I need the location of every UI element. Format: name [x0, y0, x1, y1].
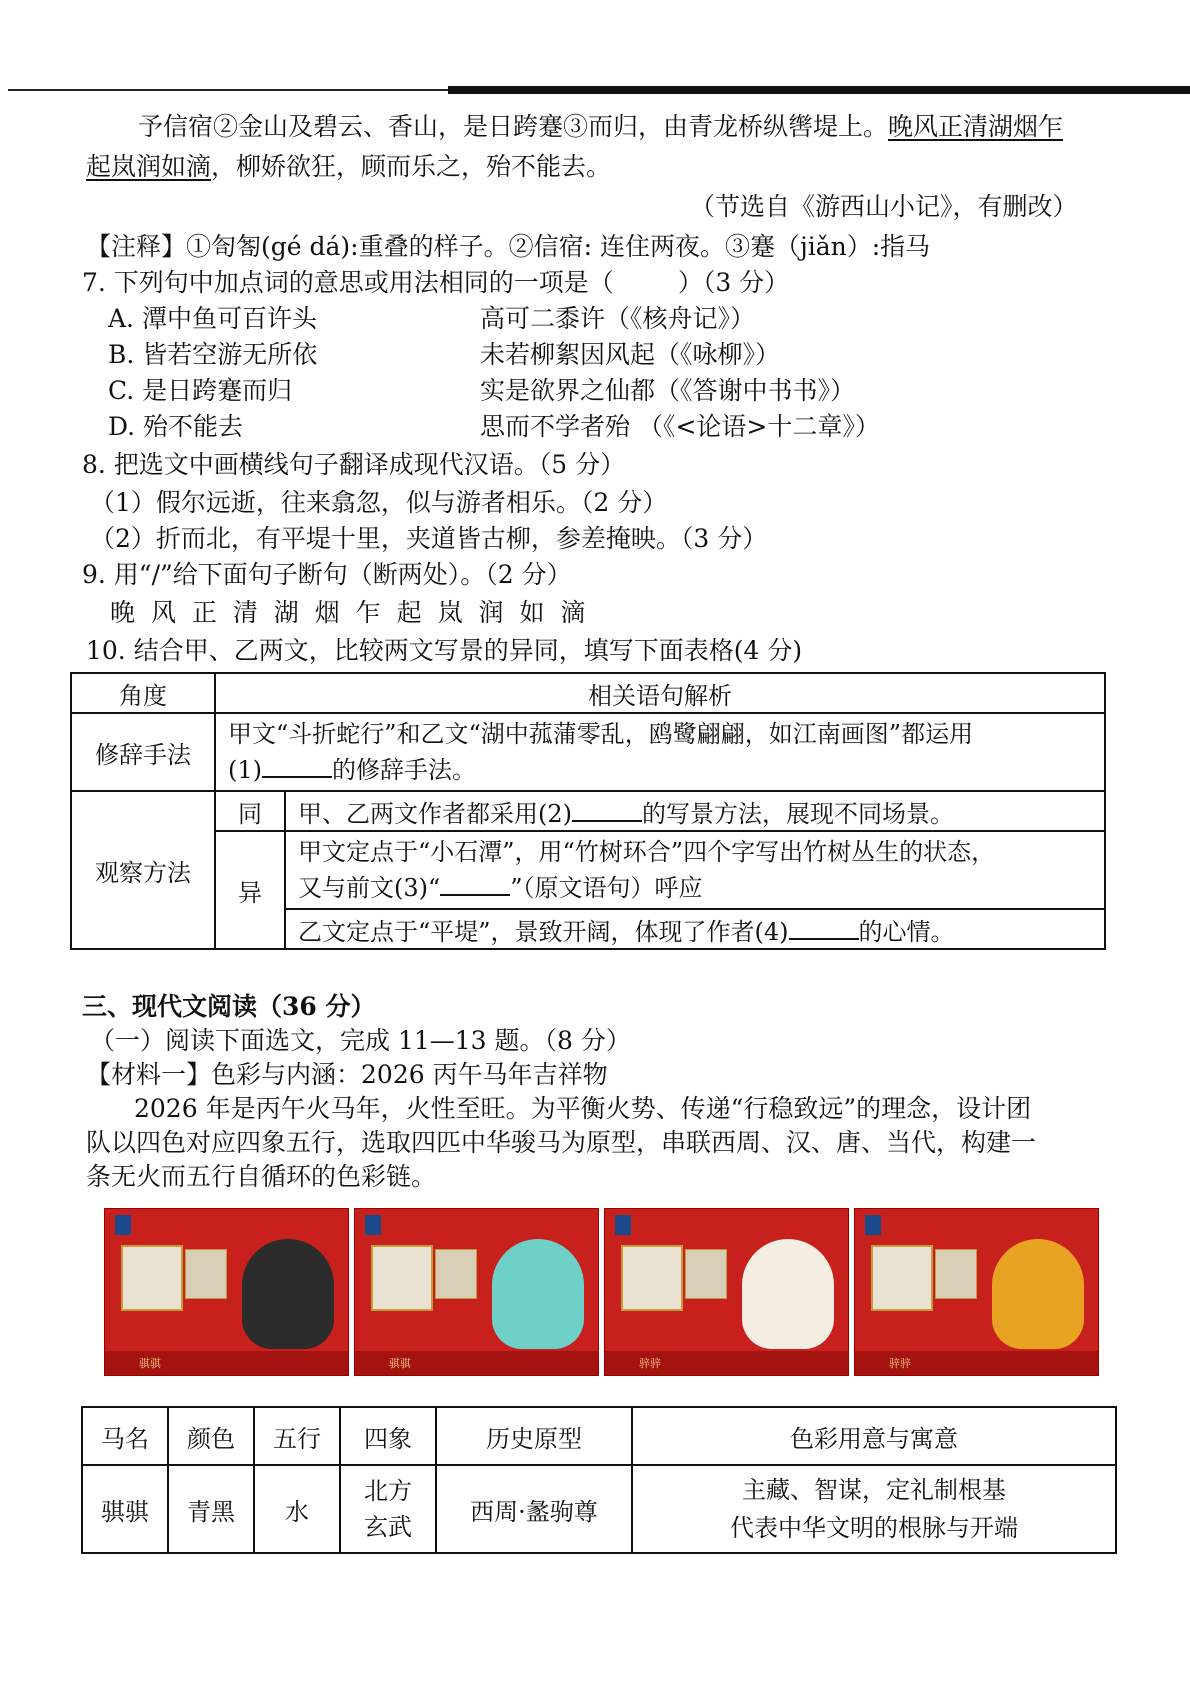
- blank-3[interactable]: [440, 870, 510, 896]
- mascot-image-strip: [104, 1208, 1104, 1374]
- blank-4[interactable]: [789, 914, 859, 940]
- material-title: 【材料一】色彩与内涵：2026 丙午马年吉祥物: [86, 1060, 608, 1089]
- mascot-image-3: 骍骍: [604, 1208, 849, 1376]
- blank-2[interactable]: [572, 796, 642, 822]
- cell-name: 骐骐: [82, 1465, 168, 1553]
- row-observe-angle: 观察方法: [71, 791, 215, 949]
- q7-option-a-right: 高可二黍许（《核舟记》）: [480, 304, 756, 333]
- th-name: 马名: [82, 1407, 168, 1465]
- horse-figure-3: [742, 1239, 834, 1349]
- header-rule: [8, 86, 1190, 94]
- q9-sentence: 晚 风 正 清 湖 烟 乍 起 岚 润 如 滴: [110, 598, 590, 627]
- th-element: 五行: [254, 1407, 340, 1465]
- classical-note: 【注释】①匌匒(gé dá):重叠的样子。②信宿: 连住两夜。③蹇（jiǎn）:指马: [86, 232, 931, 261]
- row-diff-2-text: 乙文定点于“平堤”，景致开阔，体现了作者(4) 的心情。: [285, 909, 1105, 949]
- q7-option-b-left: B. 皆若空游无所依: [108, 340, 318, 369]
- material-p1: 2026 年是丙午火马年，火性至旺。为平衡火势、传递“行稳致远”的理念，设计团: [134, 1094, 1032, 1123]
- th-meaning: 色彩用意与寓意: [632, 1407, 1116, 1465]
- q7-option-c-right: 实是欲界之仙都（《答谢中书书》）: [480, 376, 856, 405]
- q8-stem: 8. 把选文中画横线句子翻译成现代汉语。（5 分）: [82, 450, 626, 479]
- header-angle: 角度: [71, 673, 215, 713]
- horse-figure-2: [492, 1239, 584, 1349]
- cell-element: 水: [254, 1465, 340, 1553]
- material-p3: 条无火而五行自循环的色彩链。: [86, 1162, 437, 1191]
- material-p2: 队以四色对应四象五行，选取四匹中华骏马为原型，串联西周、汉、唐、当代，构建一: [86, 1128, 1037, 1157]
- row-diff-1-text: 甲文定点于“小石潭”，用“竹树环合”四个字写出竹树丛生的状态， 又与前文(3)“ ”（原文语句）呼应: [285, 831, 1105, 909]
- q8-sentence-1: （1）假尔远逝，往来翕忽，似与游者相乐。（2 分）: [90, 488, 668, 517]
- section3-title: 三、现代文阅读（36 分）: [82, 992, 376, 1021]
- q7-option-b-right: 未若柳絮因风起（《咏柳》）: [480, 340, 781, 369]
- section3-sub: （一）阅读下面选文，完成 11—13 题。（8 分）: [90, 1026, 631, 1055]
- cell-meaning: 主藏、智谋，定礼制根基 代表中华文明的根脉与开端: [632, 1465, 1116, 1553]
- q7-option-a-left: A. 潭中鱼可百许头: [108, 304, 317, 333]
- mascot-image-2: 骐骐: [354, 1208, 599, 1376]
- cell-origin: 西周·盠驹尊: [436, 1465, 632, 1553]
- q7-stem: 7. 下列句中加点词的意思或用法相同的一项是（ ）（3 分）: [82, 268, 790, 297]
- horse-figure-4: [992, 1239, 1084, 1349]
- q7-option-d-right: 思而不学者殆 （《<论语>十二章》）: [480, 412, 880, 441]
- comparison-table: [70, 672, 1106, 950]
- q7-option-d-left: D. 殆不能去: [108, 412, 244, 441]
- th-symbol: 四象: [340, 1407, 436, 1465]
- row-same-text: 甲、乙两文作者都采用(2) 的写景方法，展现不同场景。: [285, 791, 1105, 831]
- horse-figure-1: [242, 1239, 334, 1349]
- diff-label: 异: [215, 831, 285, 949]
- classical-para-line1: 予信宿②金山及碧云、香山，是日跨蹇③而归，由青龙桥纵辔堤上。晚风正清湖烟乍: [138, 112, 1064, 141]
- cell-symbol: 北方 玄武: [340, 1465, 436, 1553]
- classical-source: （节选自《游西山小记》，有删改）: [690, 192, 1078, 221]
- q7-option-c-left: C. 是日跨蹇而归: [108, 376, 293, 405]
- mascot-table: [81, 1406, 1117, 1554]
- mascot-image-4: 骍骍: [854, 1208, 1099, 1376]
- classical-para-line2: 起岚润如滴，柳娇欲狂，顾而乐之，殆不能去。: [86, 152, 612, 181]
- mascot-image-1: 骐骐: [104, 1208, 349, 1376]
- q8-sentence-2: （2）折而北，有平堤十里，夹道皆古柳，参差掩映。（3 分）: [90, 524, 768, 553]
- th-origin: 历史原型: [436, 1407, 632, 1465]
- same-label: 同: [215, 791, 285, 831]
- blank-1[interactable]: [262, 752, 332, 778]
- th-color: 颜色: [168, 1407, 254, 1465]
- q9-stem: 9. 用“/”给下面句子断句（断两处）。（2 分）: [82, 560, 572, 589]
- row-rhetoric-angle: 修辞手法: [71, 713, 215, 791]
- q10-stem: 10. 结合甲、乙两文，比较两文写景的异同，填写下面表格(4 分): [86, 636, 803, 665]
- header-analysis: 相关语句解析: [215, 673, 1105, 713]
- row-rhetoric-text: 甲文“斗折蛇行”和乙文“湖中菰蒲零乱，鸥鹭翩翩，如江南画图”都运用 (1) 的修辞手法。: [215, 713, 1105, 791]
- cell-color: 青黑: [168, 1465, 254, 1553]
